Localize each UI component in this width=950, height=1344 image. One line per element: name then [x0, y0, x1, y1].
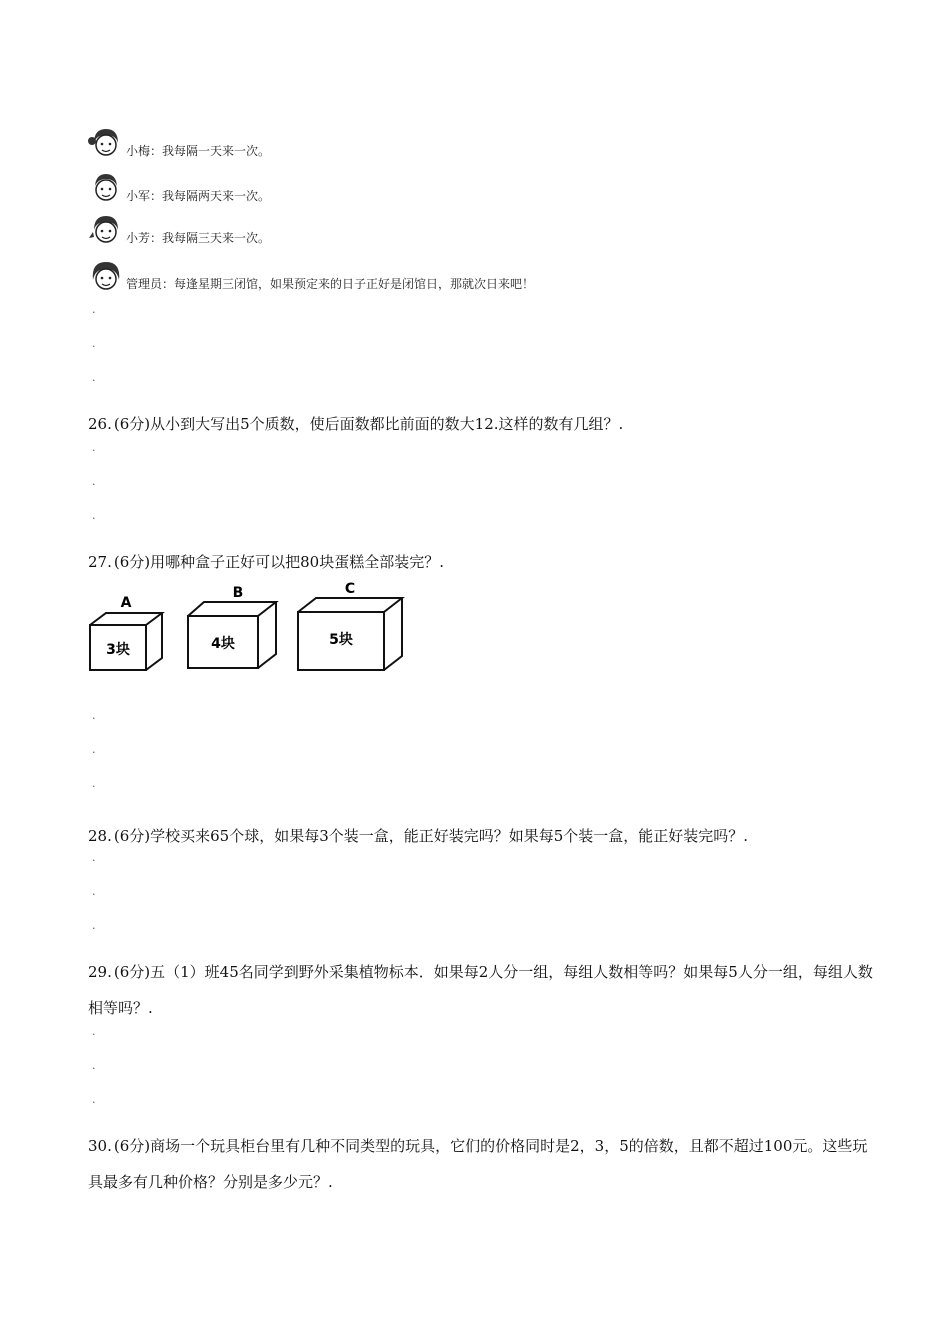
question-number: 29.	[88, 963, 112, 981]
placeholder-mark: .	[92, 1059, 96, 1072]
dialog-line	[88, 170, 270, 206]
dialog-line	[88, 125, 270, 161]
question-points: (6分)	[113, 827, 151, 845]
placeholder-mark: .	[92, 777, 96, 790]
question-29	[88, 954, 878, 1026]
dialog-line	[88, 258, 534, 294]
question-text: 从小到大写出5个质数，使后面数都比前面的数大12.这样的数有几组？.	[150, 415, 624, 433]
box-content: 4块	[211, 636, 235, 652]
girl-avatar-icon	[88, 125, 124, 161]
placeholder-mark: .	[92, 475, 96, 488]
question-points: (6分)	[113, 1137, 151, 1155]
question-text: 学校买来65个球，如果每3个装一盒，能正好装完吗？如果每5个装一盒，能正好装完吗？.	[150, 827, 749, 845]
question-text: 五（1）班45名同学到野外采集植物标本．如果每2人分一组，每组人数相等吗？如果每5人分一组，每组人数相等吗？.	[88, 963, 873, 1017]
placeholder-mark: .	[92, 851, 96, 864]
question-26	[88, 414, 623, 434]
placeholder-mark: .	[92, 919, 96, 932]
dialog-text: 小梅：我每隔一天来一次。	[126, 144, 271, 158]
question-number: 28.	[88, 827, 112, 845]
box-label: C	[344, 581, 356, 597]
question-number: 26.	[88, 415, 112, 433]
girl-avatar-icon	[88, 212, 124, 248]
question-points: (6分)	[113, 963, 151, 981]
placeholder-mark: .	[92, 509, 96, 522]
placeholder-mark: .	[92, 371, 96, 384]
placeholder-mark: .	[92, 441, 96, 454]
dialog-line	[88, 212, 270, 248]
cake-boxes-figure	[86, 580, 416, 680]
placeholder-mark: .	[92, 337, 96, 350]
box-content: 5块	[329, 632, 353, 648]
box-label: B	[232, 585, 244, 601]
placeholder-mark: .	[92, 1025, 96, 1038]
dialog-text: 小芳：我每隔三天来一次。	[126, 231, 271, 245]
box-b	[188, 602, 276, 668]
dialog-text: 管理员：每逢星期三闭馆，如果预定来的日子正好是闭馆日，那就次日来吧！	[126, 277, 535, 291]
question-30	[88, 1128, 878, 1200]
box-content: 3块	[106, 642, 130, 658]
librarian-avatar-icon	[88, 258, 124, 294]
question-text: 用哪种盒子正好可以把80块蛋糕全部装完？.	[150, 553, 444, 571]
placeholder-mark: .	[92, 885, 96, 898]
placeholder-mark: .	[92, 709, 96, 722]
placeholder-mark: .	[92, 303, 96, 316]
question-28	[88, 826, 748, 846]
question-number: 30.	[88, 1137, 112, 1155]
placeholder-mark: .	[92, 743, 96, 756]
question-number: 27.	[88, 553, 112, 571]
dialog-text: 小军：我每隔两天来一次。	[126, 189, 271, 203]
placeholder-mark: .	[92, 1093, 96, 1106]
box-label: A	[120, 595, 132, 611]
question-points: (6分)	[113, 553, 151, 571]
boy-avatar-icon	[88, 170, 124, 206]
question-text: 商场一个玩具柜台里有几种不同类型的玩具，它们的价格同时是2，3，5的倍数，且都不超过100元。这些玩具最多有几种价格？分别是多少元？.	[88, 1137, 868, 1191]
question-points: (6分)	[113, 415, 151, 433]
question-27	[88, 552, 444, 572]
